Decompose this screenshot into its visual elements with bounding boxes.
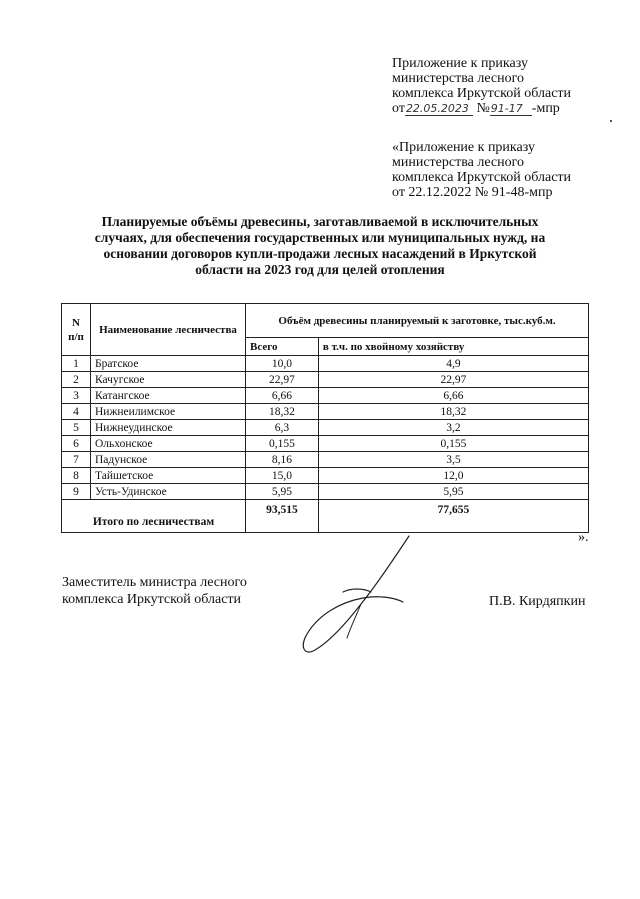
closing-quote-mark: ». [578,530,589,545]
cell-total: 0,155 [246,436,319,452]
cell-total: 8,16 [246,452,319,468]
prev-annex-line-1: «Приложение к приказу [392,140,535,155]
signer-title-line-2: комплекса Иркутской области [62,592,242,607]
cell-num: 6 [62,436,91,452]
title-line-1: Планируемые объёмы древесины, заготавливаемой в исключительных [101,214,539,229]
summary-label: Итого по лесничествам [62,500,246,533]
order-date-handwritten: 22.05.2023 [405,103,473,116]
cell-name: Падунское [91,452,246,468]
table-row [62,436,589,452]
order-number-handwritten: 91-17 [490,103,532,116]
header-volume: Объём древесины планируемый к заготовке, тыс.куб.м. [246,304,589,338]
cell-coniferous: 12,0 [318,468,588,484]
prev-annex-line-4: от 22.12.2022 № 91-48-мпр [392,185,553,200]
table-row [62,372,589,388]
annex-order-line [392,101,632,116]
signer-title-line-1: Заместитель министра лесного [62,575,247,590]
cell-name: Нижнеудинское [91,420,246,436]
order-prefix: от [392,101,405,116]
table-row [62,484,589,500]
cell-name: Качугское [91,372,246,388]
cell-num: 2 [62,372,91,388]
cell-coniferous: 6,66 [318,388,588,404]
summary-total: 93,515 [246,500,319,533]
cell-coniferous: 3,5 [318,452,588,468]
table-row [62,420,589,436]
header-forestry-name: Наименование лесничества [91,304,246,356]
cell-name: Усть-Удинское [91,484,246,500]
cell-coniferous: 18,32 [318,404,588,420]
prev-annex-line-2: министерства лесного [392,155,525,170]
summary-row [62,500,589,533]
cell-coniferous: 22,97 [318,372,588,388]
cell-total: 22,97 [246,372,319,388]
cell-name: Нижнеилимское [91,404,246,420]
title-line-4: области на 2023 год для целей отопления [195,262,445,277]
cell-num: 1 [62,356,91,372]
table-row [62,388,589,404]
order-num-sign: № [476,101,490,116]
annex-line-2: министерства лесного [392,71,525,86]
annex-line-1: Приложение к приказу [392,56,528,71]
table-row [62,468,589,484]
cell-coniferous: 5,95 [318,484,588,500]
document-title [80,214,560,278]
header-coniferous: в т.ч. по хвойному хозяйству [318,338,588,356]
prev-annex-line-3: комплекса Иркутской области [392,170,572,185]
table-row [62,452,589,468]
cell-total: 15,0 [246,468,319,484]
signer-position [62,574,247,608]
scan-mark [610,120,612,122]
cell-coniferous: 4,9 [318,356,588,372]
volume-table [61,303,589,533]
table-row [62,356,589,372]
order-suffix: -мпр [531,101,560,116]
cell-total: 6,66 [246,388,319,404]
signer-name: П.В. Кирдяпкин [489,594,586,609]
title-line-2: случаях, для обеспечения государственных или муниципальных нужд, на [94,230,546,245]
cell-coniferous: 3,2 [318,420,588,436]
cell-name: Тайшетское [91,468,246,484]
annex-line-3: комплекса Иркутской области [392,86,572,101]
cell-num: 3 [62,388,91,404]
previous-annex-header [392,140,632,200]
title-line-3: основании договоров купли-продажи лесных насаждений в Иркутской [103,246,537,261]
cell-total: 6,3 [246,420,319,436]
cell-total: 5,95 [246,484,319,500]
cell-name: Ольхонское [91,436,246,452]
cell-num: 5 [62,420,91,436]
cell-num: 8 [62,468,91,484]
header-total: Всего [246,338,319,356]
cell-num: 4 [62,404,91,420]
cell-coniferous: 0,155 [318,436,588,452]
handwritten-signature [285,530,415,660]
header-num: N п/п [62,304,91,356]
annex-header [392,56,632,116]
cell-name: Катангское [91,388,246,404]
cell-total: 18,32 [246,404,319,420]
summary-coniferous: 77,655 [318,500,588,533]
cell-total: 10,0 [246,356,319,372]
cell-num: 9 [62,484,91,500]
cell-num: 7 [62,452,91,468]
cell-name: Братское [91,356,246,372]
table-row [62,404,589,420]
